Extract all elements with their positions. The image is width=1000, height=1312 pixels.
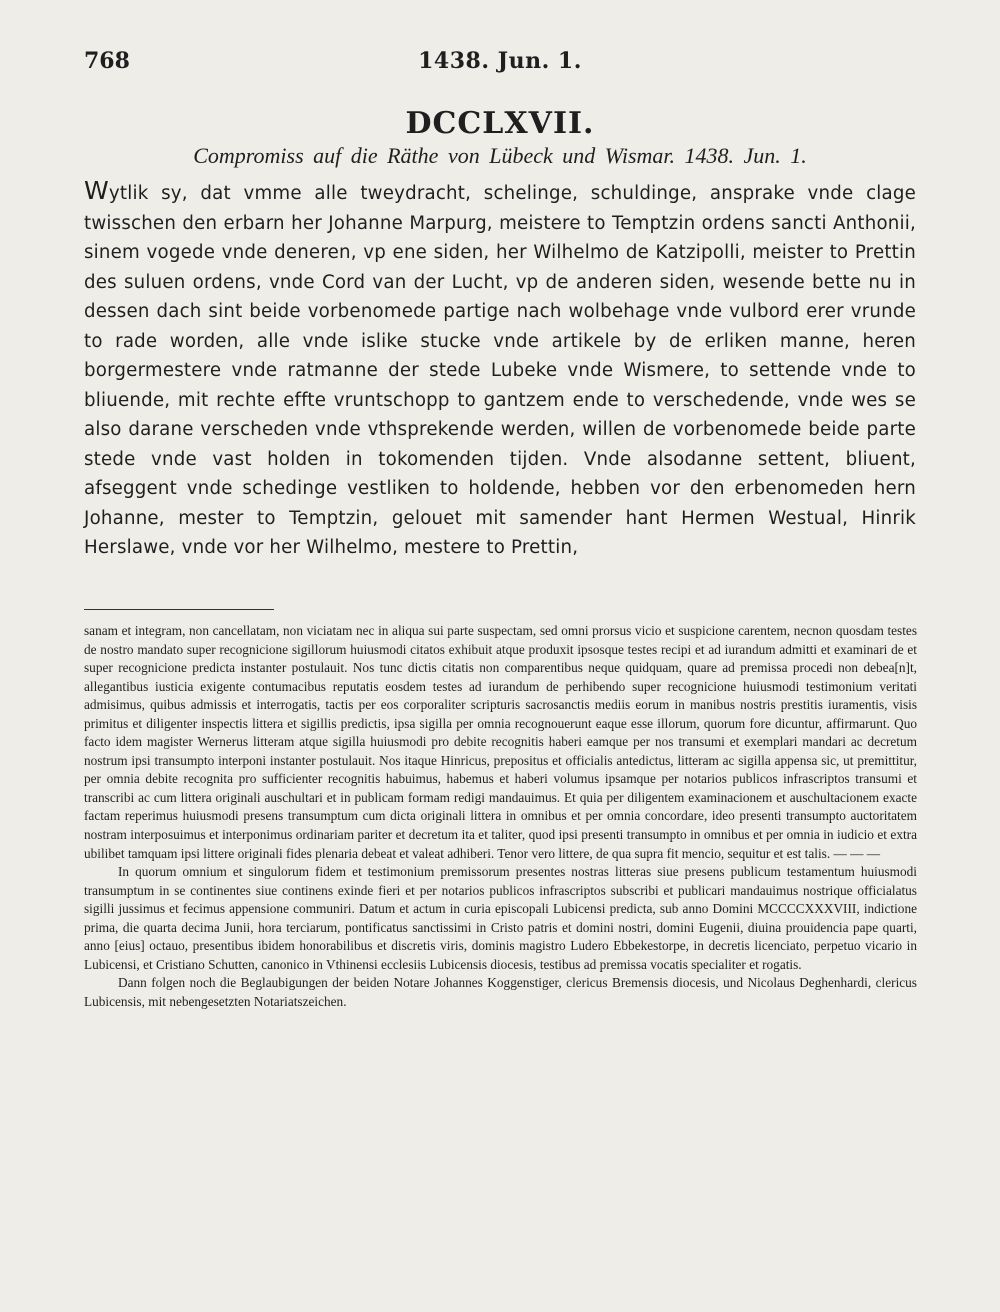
- charter-title: Compromiss auf die Räthe von Lübeck und Wismar. 1438. Jun. 1.: [193, 143, 807, 168]
- main-body: ytlik sy, dat vmme alle tweydracht, schelinge, schuldinge, ansprake vnde clage twisschen den erbarn her Johanne Marpurg, meistere to Temptzin ordens sancti Anthonii, sinem vogede vnde deneren, vp ene siden, her Wilhelmo de Katzipolli, meister to Prettin des suluen ordens, vnde Cord van der Lucht, vp de anderen siden, wesende bette nu in dessen dach sint beide vorbenomede partige nach wolbehage vnde vulbord erer vrunde to rade worden, alle vnde islike stucke vnde artikele by de erliken manne, heren borgermestere vnde ratmanne der stede Lubeke vnde Wismere, to settende vnde to bliuende, mit rechte effte vruntschopp to gantzem ende to verschedende, vnde wes se also darane verscheden vnde vthsprekende werden, willen de vorbenomede beide parte stede vnde vast holden in tokomenden tijden. Vnde alsodanne settent, bliuent, afseggent vnde schedinge vestliken to holdende, hebben vor den erbenomeden hern Johanne, mester to Temptzin, gelouet mit samender hant Hermen Westual, Hinrik Herslawe, vnde vor her Wilhelmo, mestere to Prettin,: [84, 183, 916, 558]
- running-header: [84, 40, 916, 80]
- page-number: 768: [84, 48, 130, 74]
- footnote-paragraph-3: Dann folgen noch die Beglaubigungen der beiden Notare Johannes Koggenstiger, clericus Bremensis diocesis, und Nicolaus Deghenhardi, clericus Lubicensis, mit nebengesetzten Notariatszeichen.: [84, 975, 917, 1009]
- footnote-rule: [84, 609, 274, 610]
- footnote-paragraph-2: In quorum omnium et singulorum fidem et testimonium premissorum presentes nostras litteras siue presens publicum testamentum huiusmodi transumptum in se continentes siue continens exinde fieri et per notarios publicos infrascriptos subscribi et publicari mandauimus nostrique officialatus sigilli jussimus et fecimus appensione communiri. Datum et actum in curia episcopali Lubicensi predicta, sub anno Domini MCCCCXXXVIII, indictione prima, die quarta decima Junii, hora terciarum, pontificatus sanctissimi in Cristo patris et domini nostri, domini Eugenii, diuina prouidencia pape quarti, anno [eius] octauo, presentibus ibidem honorabilibus et discretis viris, dominis magistro Ludero Ebbekestorpe, in decretis licenciato, perpetuo vicario in Lubicensi, et Cristiano Schutten, canonico in Vthinensi ecclesiis Lubicensis diocesis, testibus ad premissa vocatis specialiter et rogatis.: [84, 864, 917, 972]
- header-date: 1438. Jun. 1.: [418, 48, 582, 74]
- footnote-paragraph-1: sanam et integram, non cancellatam, non viciatam nec in aliqua sui parte suspectam, sed omni prorsus vicio et suspicione carentem, necnon quosdam testes de nostro mandato super recognicione sigillorum huiusmodi citatos exhibuit atque produxit ipsosque testes recipi et ad iurandum admitti et examinari de et super recognicione predicta instanter postulauit. Nos tunc dictis citatis non comparentibus neque quidquam, quare ad premissa procedi non debea[n]t, allegantibus iusticia exigente contumacibus reputatis eosdem testes ad iurandum de perhibendo super recognicione huiusmodi testimonium veritati admisimus, quibus admissis et interrogatis, tactis per eos corporaliter scripturis sacrosanctis mediis eorum in manibus nostris prestitis iuramentis, visis primitus et diligenter inspectis littera et sigillis predictis, ipsa sigilla per omnia recognouerunt eaque esse illorum, quorum fore dicuntur, affirmarunt. Quo facto idem magister Wernerus litteram atque sigilla huiusmodi pro debite recognitis haberi eamque per nos transumi et exemplari mandari ac decretum nostrum ipsi transumpto interponi instanter postulauit. Nos itaque Hinricus, prepositus et officialis antedictus, litteram ac sigilla appensa sic, ut premittitur, per omnia debite recognita pro sufficienter recognitis habuimus, habemus et haberi volumus ipsamque per notarios publicos infrascriptos transumi et transcribi ac cum littera originali auschultari et in publicam formam redigi mandauimus. Et quia per diligentem examinacionem et auschultacionem exacte factam reperimus huiusmodi presens transumptum cum dicta originali littera in omnibus et per omnia concordare, ideo presenti transumpto auctoritatem nostram interposuimus et interponimus ordinariam pariter et decretum ita et taliter, quod ipsi presenti transumpto in omnibus et per omnia in iudicio et extra ubilibet tamquam ipsi littere originali fides plenaria debeat et valeat adhiberi. Tenor vero littere, de qua supra fit mencio, sequitur et est talis. — — —: [84, 623, 917, 861]
- footnotes: [84, 622, 917, 1011]
- main-paragraph: [84, 176, 916, 563]
- main-text: [84, 176, 916, 563]
- charter-number: DCCLXVII.: [405, 106, 595, 141]
- initial-letter: W: [84, 176, 109, 205]
